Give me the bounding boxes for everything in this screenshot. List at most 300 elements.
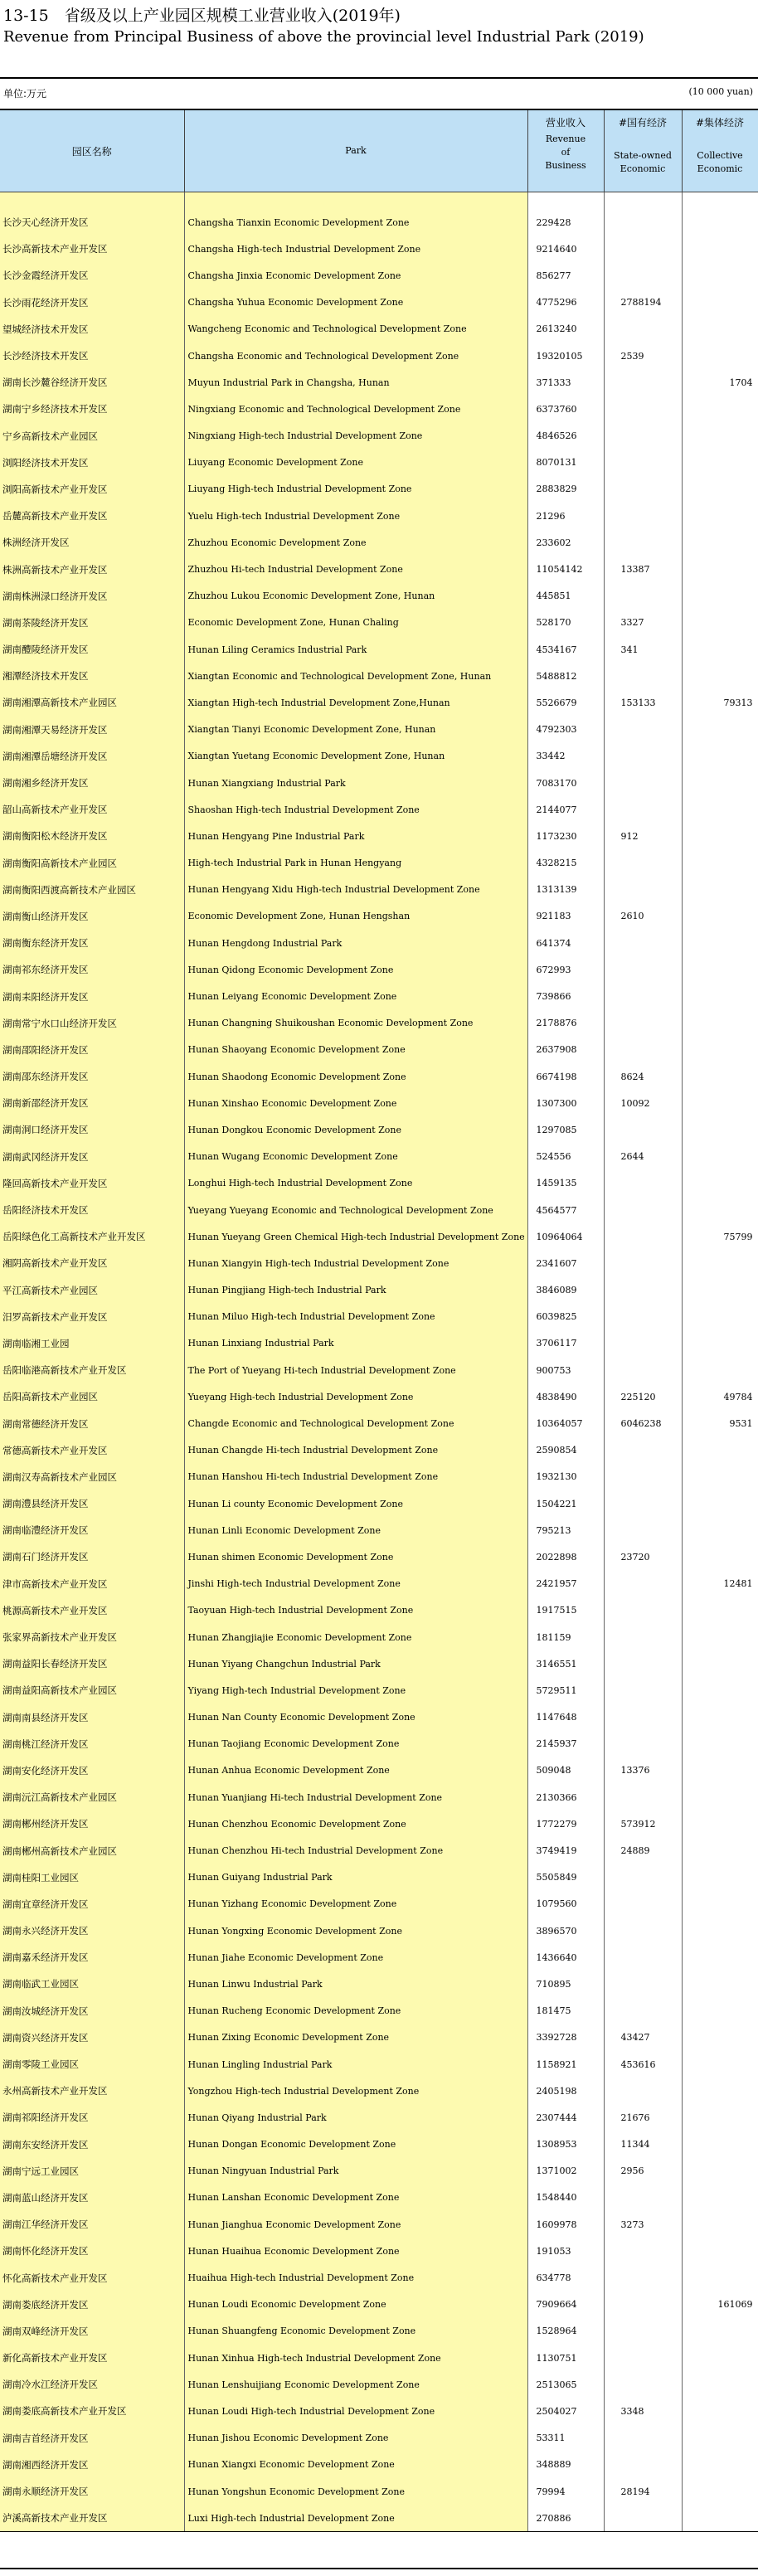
cell-park-name-en: Hunan Wugang Economic Development Zone: [184, 1144, 527, 1170]
table-row: [0, 2185, 758, 2211]
cell-park-name-en: Hunan Loudi High-tech Industrial Development Zone: [184, 2398, 527, 2424]
table-row: [0, 1731, 758, 1757]
cell-park-name-zh: 岳阳绿色化工高新技术产业开发区: [0, 1223, 184, 1250]
cell-park-name-zh: 湖南澧县经济开发区: [0, 1490, 184, 1517]
table-row: [0, 636, 758, 663]
unit-label-en: (10 000 yuan): [688, 86, 753, 97]
table-row: [0, 423, 758, 450]
cell-park-name-en: Changsha High-tech Industrial Development Zone: [184, 236, 527, 262]
table-row: [0, 1357, 758, 1383]
table-row: [0, 209, 758, 236]
cell-collective: [682, 1277, 758, 1304]
table-row: [0, 956, 758, 983]
cell-collective: [682, 1731, 758, 1757]
cell-park-name-en: Hunan Shaodong Economic Development Zone: [184, 1063, 527, 1090]
cell-collective: [682, 2318, 758, 2345]
cell-park-name-zh: 湖南宜章经济开发区: [0, 1891, 184, 1917]
cell-collective: [682, 770, 758, 796]
cell-collective: [682, 1917, 758, 1944]
cell-revenue: 3706117: [527, 1330, 604, 1357]
table-row: [0, 2345, 758, 2371]
cell-park-name-zh: 长沙雨花经济开发区: [0, 289, 184, 316]
col-header-park: Park: [184, 110, 527, 192]
cell-park-name-en: Hunan Liling Ceramics Industrial Park: [184, 636, 527, 663]
cell-collective: [682, 2505, 758, 2532]
cell-revenue: 3392728: [527, 2024, 604, 2051]
cell-collective: [682, 930, 758, 956]
cell-collective: [682, 1330, 758, 1357]
cell-revenue: 10964064: [527, 1223, 604, 1250]
cell-park-name-zh: 湖南娄底高新技术产业开发区: [0, 2398, 184, 2424]
title-rule: [0, 77, 758, 79]
cell-state-owned: 2610: [604, 903, 682, 930]
cell-park-name-zh: 湖南双峰经济开发区: [0, 2318, 184, 2345]
cell-park-name-zh: 湖南永顺经济开发区: [0, 2478, 184, 2505]
table-row: [0, 1490, 758, 1517]
cell-park-name-en: Liuyang High-tech Industrial Development Zone: [184, 476, 527, 503]
cell-collective: [682, 2185, 758, 2211]
cell-park-name-en: Hunan Hengdong Industrial Park: [184, 930, 527, 956]
cell-revenue: 2637908: [527, 1037, 604, 1063]
cell-state-owned: [604, 583, 682, 610]
cell-revenue: 634778: [527, 2264, 604, 2291]
cell-collective: [682, 1464, 758, 1490]
cell-collective: [682, 2238, 758, 2264]
cell-park-name-zh: 湖南湘潭高新技术产业园区: [0, 689, 184, 716]
cell-revenue: 672993: [527, 956, 604, 983]
cell-collective: [682, 476, 758, 503]
cell-park-name-zh: 怀化高新技术产业开发区: [0, 2264, 184, 2291]
cell-revenue: 2022898: [527, 1543, 604, 1570]
table-row: [0, 717, 758, 743]
table-row: [0, 689, 758, 716]
cell-revenue: 2405198: [527, 2078, 604, 2104]
cell-state-owned: [604, 1998, 682, 2024]
cell-state-owned: [604, 2238, 682, 2264]
cell-collective: [682, 2452, 758, 2478]
cell-state-owned: [604, 1170, 682, 1197]
table-row: [0, 1144, 758, 1170]
cell-park-name-zh: 常德高新技术产业开发区: [0, 1437, 184, 1464]
cell-park-name-zh: 岳麓高新技术产业开发区: [0, 503, 184, 529]
cell-revenue: 5526679: [527, 689, 604, 716]
cell-revenue: 6674198: [527, 1063, 604, 1090]
cell-state-owned: 6046238: [604, 1410, 682, 1436]
table-header-row: [0, 110, 758, 192]
table-row: [0, 983, 758, 1009]
cell-revenue: 1307300: [527, 1090, 604, 1116]
cell-state-owned: 8624: [604, 1063, 682, 1090]
cell-park-name-zh: 株洲高新技术产业开发区: [0, 556, 184, 582]
cell-park-name-en: Yiyang High-tech Industrial Development Zone: [184, 1677, 527, 1704]
cell-revenue: 1313139: [527, 877, 604, 903]
cell-state-owned: [604, 2264, 682, 2291]
cell-park-name-zh: 湖南祁东经济开发区: [0, 956, 184, 983]
cell-state-owned: [604, 1650, 682, 1677]
cell-collective: [682, 1597, 758, 1624]
cell-collective: [682, 1677, 758, 1704]
cell-state-owned: 23720: [604, 1543, 682, 1570]
cell-park-name-zh: 湖南衡东经济开发区: [0, 930, 184, 956]
cell-collective: 49784: [682, 1383, 758, 1410]
cell-collective: [682, 396, 758, 422]
cell-state-owned: [604, 1357, 682, 1383]
table-row: [0, 1090, 758, 1116]
cell-state-owned: [604, 1704, 682, 1731]
cell-state-owned: [604, 1864, 682, 1891]
table-row: [0, 1250, 758, 1276]
table-row: [0, 2505, 758, 2532]
cell-park-name-zh: 宁乡高新技术产业园区: [0, 423, 184, 450]
cell-park-name-zh: 湘潭经济技术开发区: [0, 663, 184, 689]
cell-revenue: 3146551: [527, 1650, 604, 1677]
cell-state-owned: 11344: [604, 2131, 682, 2158]
cell-collective: [682, 1144, 758, 1170]
cell-collective: [682, 823, 758, 849]
cell-state-owned: [604, 1597, 682, 1624]
cell-park-name-en: Hunan Loudi Economic Development Zone: [184, 2292, 527, 2318]
cell-collective: [682, 1757, 758, 1784]
table-row: [0, 1757, 758, 1784]
cell-collective: [682, 2211, 758, 2238]
cell-revenue: 1079560: [527, 1891, 604, 1917]
table-row: [0, 236, 758, 262]
cell-park-name-en: Wangcheng Economic and Technological Development Zone: [184, 316, 527, 343]
cell-park-name-zh: 湖南洞口经济开发区: [0, 1116, 184, 1143]
cell-park-name-zh: 湖南株洲渌口经济开发区: [0, 583, 184, 610]
cell-park-name-en: Hunan Dongkou Economic Development Zone: [184, 1116, 527, 1143]
cell-park-name-zh: 湖南南县经济开发区: [0, 1704, 184, 1731]
table-row: [0, 796, 758, 823]
cell-park-name-en: Xiangtan High-tech Industrial Development Zone,Hunan: [184, 689, 527, 716]
cell-state-owned: [604, 930, 682, 956]
cell-revenue: 6039825: [527, 1304, 604, 1330]
cell-park-name-zh: 湖南益阳长春经济开发区: [0, 1650, 184, 1677]
cell-collective: [682, 2104, 758, 2131]
cell-park-name-zh: 汨罗高新技术产业开发区: [0, 1304, 184, 1330]
cell-collective: [682, 1357, 758, 1383]
cell-park-name-zh: 韶山高新技术产业开发区: [0, 796, 184, 823]
cell-park-name-zh: 湖南新邵经济开发区: [0, 1090, 184, 1116]
cell-revenue: 53311: [527, 2425, 604, 2452]
cell-revenue: 900753: [527, 1357, 604, 1383]
cell-park-name-en: Hunan Li county Economic Development Zone: [184, 1490, 527, 1517]
cell-collective: [682, 1971, 758, 1997]
cell-state-owned: [604, 423, 682, 450]
cell-collective: [682, 2158, 758, 2185]
cell-collective: [682, 1543, 758, 1570]
table-row: [0, 583, 758, 610]
cell-park-name-en: Hunan Leiyang Economic Development Zone: [184, 983, 527, 1009]
cell-park-name-zh: 平江高新技术产业园区: [0, 1277, 184, 1304]
cell-state-owned: 2956: [604, 2158, 682, 2185]
cell-park-name-en: Hunan Zhangjiajie Economic Development Zone: [184, 1624, 527, 1650]
cell-collective: [682, 1517, 758, 1543]
cell-revenue: 710895: [527, 1971, 604, 1997]
table-row: [0, 1891, 758, 1917]
table-row: [0, 2292, 758, 2318]
cell-park-name-zh: 泸溪高新技术产业开发区: [0, 2505, 184, 2532]
cell-park-name-zh: 湖南嘉禾经济开发区: [0, 1944, 184, 1971]
cell-state-owned: [604, 1116, 682, 1143]
cell-revenue: 1772279: [527, 1810, 604, 1837]
bottom-rule: [0, 2568, 758, 2569]
cell-state-owned: 43427: [604, 2024, 682, 2051]
cell-revenue: 1504221: [527, 1490, 604, 1517]
table-row: [0, 1464, 758, 1490]
cell-state-owned: 225120: [604, 1383, 682, 1410]
cell-collective: [682, 450, 758, 476]
cell-park-name-en: Hunan Xiangxi Economic Development Zone: [184, 2452, 527, 2478]
cell-park-name-en: Hunan Chenzhou Economic Development Zone: [184, 1810, 527, 1837]
cell-state-owned: [604, 983, 682, 1009]
cell-collective: [682, 1624, 758, 1650]
cell-revenue: 4838490: [527, 1383, 604, 1410]
cell-state-owned: [604, 1010, 682, 1037]
cell-park-name-en: Hunan shimen Economic Development Zone: [184, 1543, 527, 1570]
cell-revenue: 4564577: [527, 1197, 604, 1223]
cell-park-name-zh: 湖南长沙麓谷经济开发区: [0, 369, 184, 396]
cell-park-name-zh: 湖南汉寿高新技术产业园区: [0, 1464, 184, 1490]
cell-collective: [682, 209, 758, 236]
cell-park-name-zh: 湖南茶陵经济开发区: [0, 610, 184, 636]
cell-state-owned: [604, 1571, 682, 1597]
table-row: [0, 556, 758, 582]
cell-park-name-en: Yuelu High-tech Industrial Development Zone: [184, 503, 527, 529]
cell-collective: [682, 1250, 758, 1276]
cell-park-name-en: Hunan Lanshan Economic Development Zone: [184, 2185, 527, 2211]
cell-park-name-zh: 湖南桃江经济开发区: [0, 1731, 184, 1757]
cell-park-name-zh: 湖南汝城经济开发区: [0, 1998, 184, 2024]
cell-park-name-en: Hunan Changning Shuikoushan Economic Development Zone: [184, 1010, 527, 1037]
cell-park-name-zh: 浏阳高新技术产业开发区: [0, 476, 184, 503]
cell-collective: [682, 956, 758, 983]
table-row: [0, 503, 758, 529]
table-row: [0, 316, 758, 343]
cell-collective: [682, 262, 758, 289]
cell-revenue: 5729511: [527, 1677, 604, 1704]
cell-state-owned: [604, 1784, 682, 1810]
cell-revenue: 921183: [527, 903, 604, 930]
cell-park-name-en: Hunan Jishou Economic Development Zone: [184, 2425, 527, 2452]
cell-park-name-en: Hunan Yueyang Green Chemical High-tech Industrial Development Zone: [184, 1223, 527, 1250]
cell-collective: [682, 1864, 758, 1891]
cell-park-name-en: Longhui High-tech Industrial Development Zone: [184, 1170, 527, 1197]
cell-revenue: 3749419: [527, 1837, 604, 1864]
cell-collective: [682, 2264, 758, 2291]
cell-collective: 75799: [682, 1223, 758, 1250]
cell-state-owned: [604, 262, 682, 289]
cell-revenue: 9214640: [527, 236, 604, 262]
cell-park-name-en: Hunan Nan County Economic Development Zone: [184, 1704, 527, 1731]
table-row: [0, 1971, 758, 1997]
table-row: [0, 1998, 758, 2024]
cell-collective: [682, 636, 758, 663]
col-header-revenue: 营业收入 Revenue of Business: [527, 110, 604, 192]
cell-revenue: 739866: [527, 983, 604, 1009]
cell-park-name-en: Hunan Qiyang Industrial Park: [184, 2104, 527, 2131]
table-row: [0, 289, 758, 316]
cell-park-name-zh: 湖南湘西经济开发区: [0, 2452, 184, 2478]
cell-revenue: 4534167: [527, 636, 604, 663]
cell-collective: [682, 1304, 758, 1330]
table-row: [0, 262, 758, 289]
cell-park-name-zh: 岳阳高新技术产业园区: [0, 1383, 184, 1410]
cell-state-owned: [604, 717, 682, 743]
cell-revenue: 5505849: [527, 1864, 604, 1891]
cell-park-name-zh: 长沙经济技术开发区: [0, 343, 184, 369]
cell-park-name-en: Hunan Xinhua High-tech Industrial Development Zone: [184, 2345, 527, 2371]
cell-park-name-en: Hunan Xiangyin High-tech Industrial Development Zone: [184, 1250, 527, 1276]
cell-collective: [682, 503, 758, 529]
cell-revenue: 528170: [527, 610, 604, 636]
cell-park-name-zh: 湖南湘潭岳塘经济开发区: [0, 743, 184, 770]
table-row: [0, 1437, 758, 1464]
cell-collective: 79313: [682, 689, 758, 716]
cell-state-owned: [604, 396, 682, 422]
cell-revenue: 1459135: [527, 1170, 604, 1197]
cell-revenue: 3896570: [527, 1917, 604, 1944]
table-row: [0, 2478, 758, 2505]
cell-collective: [682, 316, 758, 343]
cell-collective: 1704: [682, 369, 758, 396]
cell-park-name-en: Changde Economic and Technological Development Zone: [184, 1410, 527, 1436]
cell-park-name-zh: 张家界高新技术产业开发区: [0, 1624, 184, 1650]
cell-collective: [682, 1998, 758, 2024]
table-row: [0, 2371, 758, 2398]
cell-park-name-zh: 湖南常宁水口山经济开发区: [0, 1010, 184, 1037]
cell-park-name-en: Hunan Linwu Industrial Park: [184, 1971, 527, 1997]
cell-park-name-zh: 湖南邵阳经济开发区: [0, 1037, 184, 1063]
cell-revenue: 191053: [527, 2238, 604, 2264]
cell-state-owned: [604, 2185, 682, 2211]
cell-park-name-en: Economic Development Zone, Hunan Hengshan: [184, 903, 527, 930]
table-row: [0, 1677, 758, 1704]
cell-state-owned: 2539: [604, 343, 682, 369]
cell-state-owned: [604, 1250, 682, 1276]
cell-park-name-en: Hunan Ningyuan Industrial Park: [184, 2158, 527, 2185]
cell-park-name-en: Taoyuan High-tech Industrial Development Zone: [184, 1597, 527, 1624]
table-row: [0, 903, 758, 930]
cell-park-name-en: Hunan Yuanjiang Hi-tech Industrial Development Zone: [184, 1784, 527, 1810]
cell-state-owned: [604, 1197, 682, 1223]
cell-state-owned: 13387: [604, 556, 682, 582]
cell-park-name-en: Zhuzhou Lukou Economic Development Zone, Hunan: [184, 583, 527, 610]
cell-collective: 9531: [682, 1410, 758, 1436]
cell-collective: [682, 1891, 758, 1917]
cell-state-owned: [604, 1037, 682, 1063]
cell-state-owned: [604, 2292, 682, 2318]
cell-park-name-en: Hunan Lingling Industrial Park: [184, 2051, 527, 2078]
cell-collective: [682, 2345, 758, 2371]
cell-park-name-zh: 永州高新技术产业开发区: [0, 2078, 184, 2104]
cell-park-name-zh: 湖南耒阳经济开发区: [0, 983, 184, 1009]
table-row: [0, 1063, 758, 1090]
cell-collective: [682, 236, 758, 262]
cell-park-name-zh: 湖南永兴经济开发区: [0, 1917, 184, 1944]
table-row: [0, 1543, 758, 1570]
cell-collective: [682, 1704, 758, 1731]
table-row: [0, 396, 758, 422]
cell-park-name-zh: 湖南湘乡经济开发区: [0, 770, 184, 796]
cell-collective: [682, 1197, 758, 1223]
cell-park-name-en: Hunan Chenzhou Hi-tech Industrial Development Zone: [184, 1837, 527, 1864]
table-row: [0, 930, 758, 956]
cell-park-name-en: Luxi High-tech Industrial Development Zone: [184, 2505, 527, 2532]
cell-collective: [682, 423, 758, 450]
cell-park-name-zh: 湖南武冈经济开发区: [0, 1144, 184, 1170]
cell-revenue: 2513065: [527, 2371, 604, 2398]
cell-state-owned: 3273: [604, 2211, 682, 2238]
cell-park-name-zh: 湖南临湘工业园: [0, 1330, 184, 1357]
cell-collective: [682, 2398, 758, 2424]
cell-revenue: 1917515: [527, 1597, 604, 1624]
cell-revenue: 5488812: [527, 663, 604, 689]
cell-revenue: 233602: [527, 529, 604, 556]
cell-park-name-en: Hunan Yongxing Economic Development Zone: [184, 1917, 527, 1944]
table-row: [0, 1597, 758, 1624]
cell-park-name-zh: 湖南宁远工业园区: [0, 2158, 184, 2185]
table-row: [0, 823, 758, 849]
cell-park-name-en: High-tech Industrial Park in Hunan Hengyang: [184, 850, 527, 877]
cell-park-name-zh: 岳阳临港高新技术产业开发区: [0, 1357, 184, 1383]
cell-revenue: 1528964: [527, 2318, 604, 2345]
cell-revenue: 1173230: [527, 823, 604, 849]
cell-park-name-en: Hunan Hengyang Xidu High-tech Industrial Development Zone: [184, 877, 527, 903]
table-title-en: Revenue from Principal Business of above the provincial level Industrial Park (2019): [3, 28, 644, 46]
cell-park-name-en: The Port of Yueyang Hi-tech Industrial Development Zone: [184, 1357, 527, 1383]
cell-state-owned: [604, 663, 682, 689]
cell-park-name-zh: 湖南临澧经济开发区: [0, 1517, 184, 1543]
cell-revenue: 3846089: [527, 1277, 604, 1304]
cell-park-name-en: Hunan Anhua Economic Development Zone: [184, 1757, 527, 1784]
cell-park-name-en: Hunan Taojiang Economic Development Zone: [184, 1731, 527, 1757]
table-row: [0, 1197, 758, 1223]
cell-state-owned: 3348: [604, 2398, 682, 2424]
cell-state-owned: [604, 2425, 682, 2452]
cell-state-owned: [604, 1944, 682, 1971]
cell-park-name-zh: 湖南桂阳工业园区: [0, 1864, 184, 1891]
table-row: [0, 2318, 758, 2345]
cell-collective: [682, 2051, 758, 2078]
table-row: [0, 2024, 758, 2051]
cell-revenue: 1371002: [527, 2158, 604, 2185]
cell-revenue: 1147648: [527, 1704, 604, 1731]
cell-park-name-zh: 湖南郴州经济开发区: [0, 1810, 184, 1837]
cell-park-name-zh: 湖南醴陵经济开发区: [0, 636, 184, 663]
cell-park-name-zh: 湖南湘潭天易经济开发区: [0, 717, 184, 743]
cell-state-owned: [604, 1517, 682, 1543]
cell-park-name-en: Zhuzhou Hi-tech Industrial Development Zone: [184, 556, 527, 582]
cell-revenue: 1932130: [527, 1464, 604, 1490]
table-row: [0, 1330, 758, 1357]
cell-revenue: 6373760: [527, 396, 604, 422]
cell-collective: 12481: [682, 1571, 758, 1597]
cell-collective: [682, 850, 758, 877]
cell-state-owned: [604, 850, 682, 877]
cell-park-name-zh: 湖南常德经济开发区: [0, 1410, 184, 1436]
cell-park-name-zh: 湖南东安经济开发区: [0, 2131, 184, 2158]
cell-state-owned: 10092: [604, 1090, 682, 1116]
cell-park-name-en: Hunan Huaihua Economic Development Zone: [184, 2238, 527, 2264]
cell-state-owned: [604, 1277, 682, 1304]
cell-state-owned: [604, 236, 682, 262]
cell-park-name-zh: 湖南蓝山经济开发区: [0, 2185, 184, 2211]
unit-label-zh: 单位:万元: [3, 88, 47, 100]
cell-park-name-zh: 浏阳经济技术开发区: [0, 450, 184, 476]
table-row: [0, 2131, 758, 2158]
table-row: [0, 850, 758, 877]
